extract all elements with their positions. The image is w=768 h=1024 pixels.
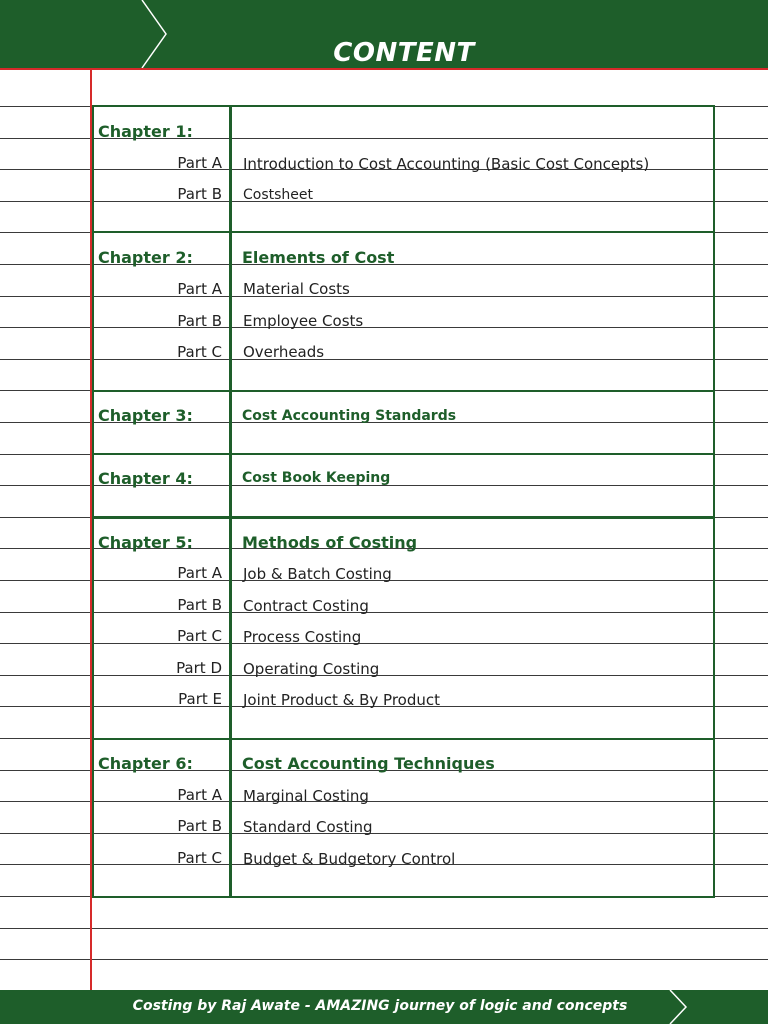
part-title: Costsheet [243,187,314,203]
part-label: Part D [176,659,222,677]
chapter-title: Cost Book Keeping [242,470,391,486]
part-title: Operating Costing [243,660,380,678]
part-title: Budget & Budgetory Control [243,850,456,868]
chapter-title: Elements of Cost [242,248,395,267]
chapter-label: Chapter 4: [98,469,193,488]
part-label: Part A [177,154,222,172]
part-label: Part C [177,343,222,361]
column-divider [229,105,232,898]
ruled-line [0,928,768,929]
chapter-label: Chapter 2: [98,248,193,267]
part-label: Part C [177,849,222,867]
part-title: Material Costs [243,280,350,298]
chapter-label: Chapter 5: [98,533,193,552]
part-label: Part A [177,564,222,582]
part-label: Part C [177,627,222,645]
chapter-label: Chapter 3: [98,406,193,425]
footer-chevron-icon [668,990,690,1024]
part-label: Part E [178,690,222,708]
part-title: Job & Batch Costing [243,565,392,583]
chapter-title: Cost Accounting Standards [242,408,457,424]
part-title: Contract Costing [243,597,369,615]
chapter-label: Chapter 6: [98,754,193,773]
part-title: Process Costing [243,628,362,646]
part-label: Part A [177,786,222,804]
part-title: Introduction to Cost Accounting (Basic Cost Concepts) [243,155,650,173]
part-title: Employee Costs [243,312,364,330]
chapter-title: Methods of Costing [242,533,418,552]
footer-text: Costing by Raj Awate - AMAZING journey of logic and concepts [132,998,628,1014]
part-title: Marginal Costing [243,787,369,805]
page-title: CONTENT [333,38,475,68]
chapter-label: Chapter 1: [98,122,193,141]
part-label: Part B [177,185,222,203]
part-title: Overheads [243,343,325,361]
header-red-line [0,68,768,70]
part-title: Standard Costing [243,818,373,836]
ruled-line [0,959,768,960]
part-label: Part B [177,817,222,835]
part-label: Part B [177,312,222,330]
chapter-title: Cost Accounting Techniques [242,754,495,773]
part-label: Part A [177,280,222,298]
part-label: Part B [177,596,222,614]
part-title: Joint Product & By Product [243,691,440,709]
